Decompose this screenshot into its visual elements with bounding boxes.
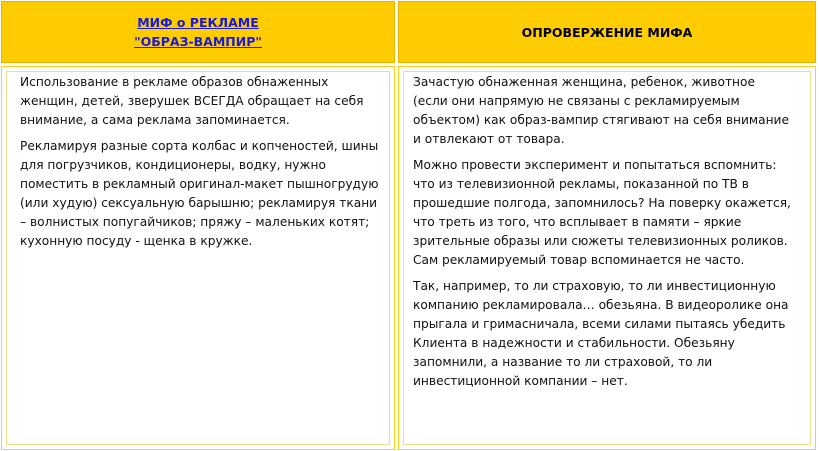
myth-header-cell: [1, 1, 395, 63]
myth-text-column: [20, 73, 380, 258]
refutation-paragraph-2: Можно провести эксперимент и попытаться вспомнить: что из телевизионной рекламы, показанной по ТВ в прошедшие полгода, запомнилось? На поверку окажется, что треть из того, что всплывает в памяти – яркие зрительные образы или сюжеты телевизионных роликов. Сам рекламируемый товар вспоминается не часто.: [413, 158, 791, 267]
myth-body-cell: [1, 66, 395, 450]
refutation-text-column: [413, 73, 793, 398]
refutation-paragraph-3: Так, например, то ли страховую, то ли инвестиционную компанию рекламировала… обезьяна. В видеоролике она прыгала и гримасничала, всеми силами пытаясь убедить Клиента в надежности и стабильности. Обезьяну запомнили, а название то ли страховой, то ли инвестиционной компании – нет.: [413, 279, 789, 388]
refutation-paragraph-1: Зачастую обнаженная женщина, ребенок, животное (если они напрямую не связаны с рекламируемым объектом) как образ-вампир стягивают на себя внимание и отвлекают от товара.: [413, 75, 789, 146]
myth-header-link-group[interactable]: [134, 13, 262, 51]
myth-title-link[interactable]: МИФ о РЕКЛАМЕ: [137, 15, 259, 30]
myth-paragraph-2: Рекламируя разные сорта колбас и копченостей, шины для погрузчиков, кондиционеры, водку, нужно поместить в рекламный оригинал-макет пышногрудую (или худую) сексуальную барышню; рекламируя ткани – волнистых попугайчиков; пряжу – маленьких котят; кухонную посуду - щенка в кружке.: [20, 139, 379, 248]
myth-paragraph-1: Использование в рекламе образов обнаженных женщин, детей, зверушек ВСЕГДА обращает на себя внимание, а сама реклама запоминается.: [20, 75, 364, 127]
myth-subtitle-link[interactable]: "ОБРАЗ-ВАМПИР": [134, 34, 262, 49]
refutation-header-cell: [398, 1, 816, 63]
refutation-body-cell: [398, 66, 816, 450]
refutation-title: ОПРОВЕРЖЕНИЕ МИФА: [521, 24, 693, 40]
